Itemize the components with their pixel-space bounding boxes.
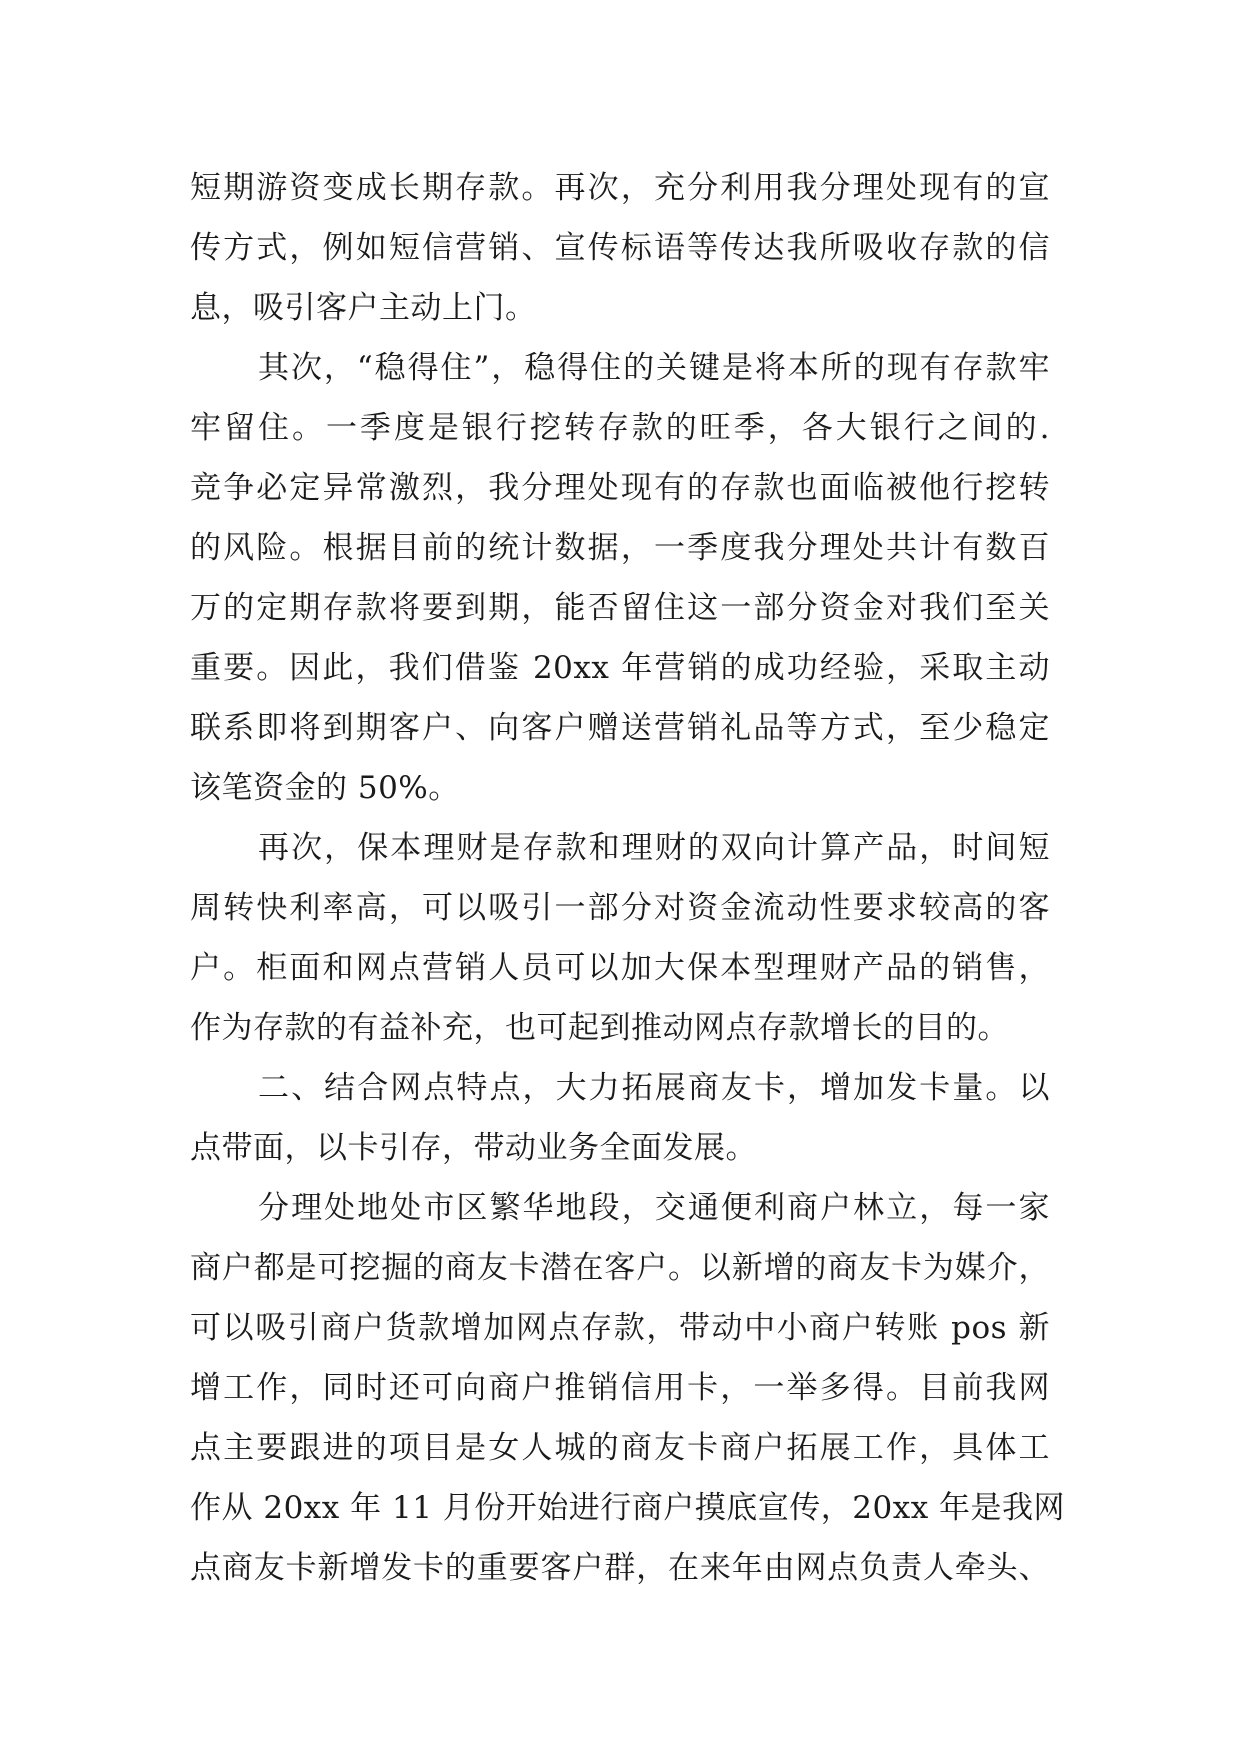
text-line: 作从 20xx 年 11 月份开始进行商户摸底宣传，20xx 年是我网 (190, 1490, 1066, 1526)
section-heading-line: 点带面，以卡引存，带动业务全面发展。 (190, 1130, 757, 1166)
text-line: 牢留住。一季度是银行挖转存款的旺季，各大银行之间的. (190, 410, 1050, 446)
text-line: 点主要跟进的项目是女人城的商友卡商户拓展工作，具体工 (190, 1430, 1050, 1466)
text-line: 作为存款的有益补充，也可起到推动网点存款增长的目的。 (190, 1010, 1009, 1046)
text-line: 增工作，同时还可向商户推销信用卡，一举多得。目前我网 (190, 1370, 1050, 1406)
section-heading-line: 二、结合网点特点，大力拓展商友卡，增加发卡量。以 (258, 1070, 1050, 1106)
text-line: 息，吸引客户主动上门。 (190, 290, 537, 326)
text-line: 点商友卡新增发卡的重要客户群，在来年由网点负责人牵头、 (190, 1550, 1050, 1586)
text-line: 短期游资变成长期存款。再次，充分利用我分理处现有的宣 (190, 170, 1050, 206)
text-line: 该笔资金的 50%。 (190, 770, 460, 806)
paragraph-first-line: 再次，保本理财是存款和理财的双向计算产品，时间短 (258, 830, 1050, 866)
paragraph-first-line: 分理处地处市区繁华地段，交通便利商户林立，每一家 (258, 1190, 1050, 1226)
paragraph-first-line: 其次，“稳得住”，稳得住的关键是将本所的现有存款牢 (258, 350, 1050, 386)
text-line: 可以吸引商户货款增加网点存款，带动中小商户转账 pos 新 (190, 1310, 1050, 1346)
text-line: 重要。因此，我们借鉴 20xx 年营销的成功经验，采取主动 (190, 650, 1050, 686)
text-line: 万的定期存款将要到期，能否留住这一部分资金对我们至关 (190, 590, 1050, 626)
document-body (190, 158, 1066, 1598)
text-line: 的风险。根据目前的统计数据，一季度我分理处共计有数百 (190, 530, 1050, 566)
text-line: 联系即将到期客户、向客户赠送营销礼品等方式，至少稳定 (190, 710, 1050, 746)
text-line: 传方式，例如短信营销、宣传标语等传达我所吸收存款的信 (190, 230, 1050, 266)
text-line: 商户都是可挖掘的商友卡潜在客户。以新增的商友卡为媒介， (190, 1250, 1050, 1286)
text-line: 户。柜面和网点营销人员可以加大保本型理财产品的销售， (190, 950, 1050, 986)
text-line: 周转快利率高，可以吸引一部分对资金流动性要求较高的客 (190, 890, 1050, 926)
text-line: 竞争必定异常激烈，我分理处现有的存款也面临被他行挖转 (190, 470, 1050, 506)
